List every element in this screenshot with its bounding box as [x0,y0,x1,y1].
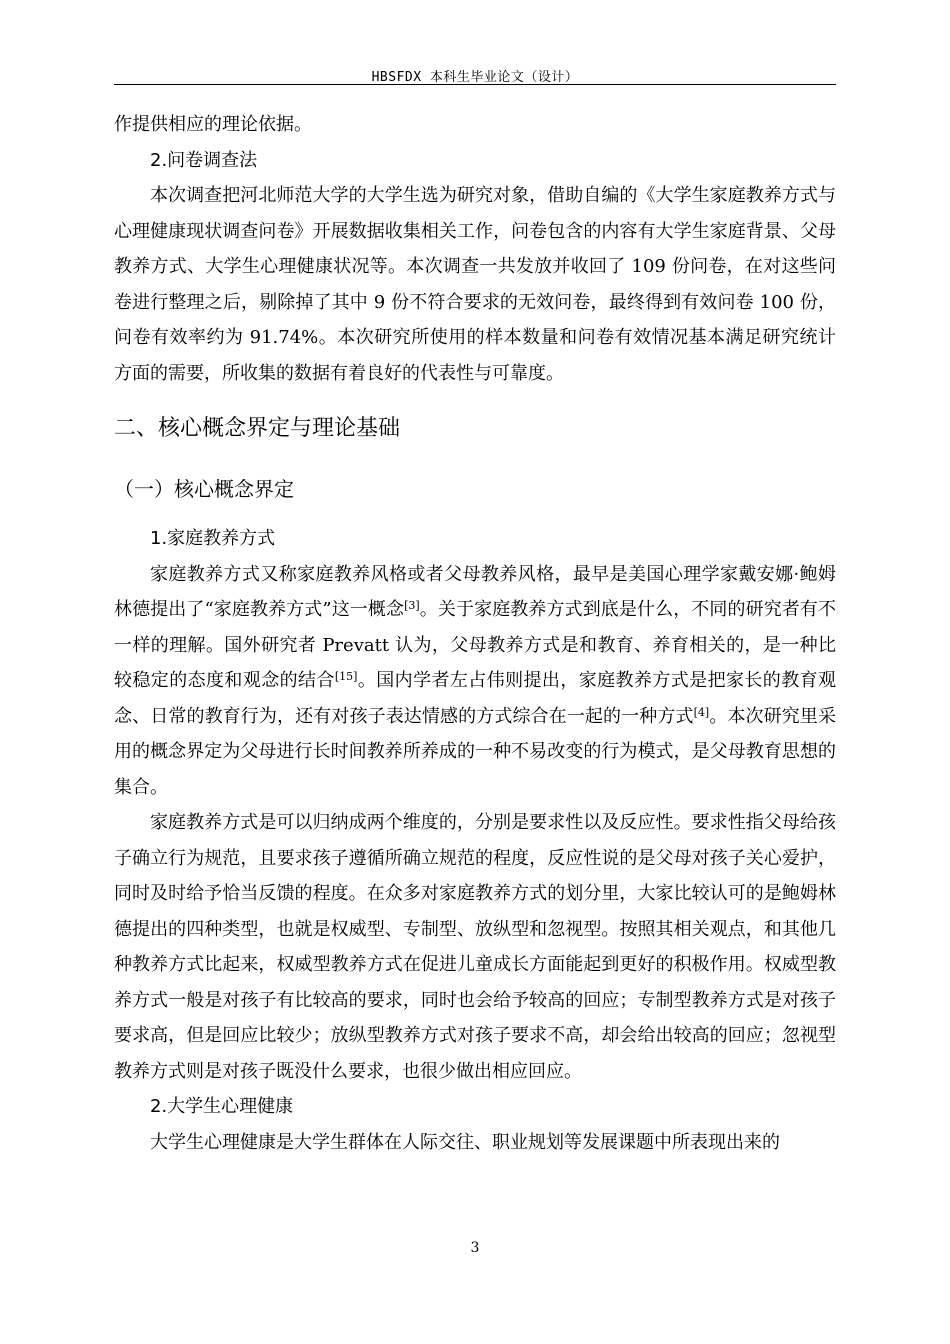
paragraph-mental-health: 大学生心理健康是大学生群体在人际交往、职业规划等发展课题中所表现出来的 [150,1131,780,1153]
paragraph-parenting-definition [114,557,836,806]
page-body [114,107,836,1160]
citation-ref: [4] [693,705,710,719]
paragraph-text: 。国内学者左占伟则提出，家庭教养方式是把家长的教育观念、日常的教育行为，还有对孩子表达情感的方式综合在一起的一种方式 [114,670,837,727]
header-rule [114,84,836,85]
paragraph-text: 。关于家庭教养方式到底是什么，不同的研究者有不一样的理解。国外研究者 Prevatt 认为，父母教养方式是和教育、养育相关的，是一种比较稳定的态度和观念的结合 [114,599,837,691]
subheading-family-parenting: 1.家庭教养方式 [150,528,276,549]
paragraph-questionnaire: 本次调查把河北师范大学的大学生选为研究对象，借助自编的《大学生家庭教养方式与心理健康现状调查问卷》开展数据收集相关工作，问卷包含的内容有大学生家庭背景、父母教养方式、大学生心理健康状况等。本次调查一共发放并收回了 109 份问卷，在对这些问卷进行整理之后，剔除掉了其中 9 份不符合要求的无效问卷，最终得到有效问卷 100 份，问卷有效率约为 91.74%。本次研究所使用的样本数量和问卷有效情况基本满足研究统计方面的需要，所收集的数据有着良好的代表性与可靠度。 [114,185,836,384]
paragraph-text: 家庭教养方式又称家庭教养风格或者父母教养风格，最早是美国心理学家戴安娜·鲍姆林德提出了“家庭教养方式”这一概念 [114,563,836,620]
page-number: 3 [470,1240,480,1256]
paragraph-continued: 作提供相应的理论依据。 [114,114,312,135]
running-header: HBSFDX 本科生毕业论文（设计） [371,70,579,85]
subheading-questionnaire-method: 2.问卷调查法 [150,149,258,171]
paragraph-text: 。本次研究里采用的概念界定为父母进行长时间教养所养成的一种不易改变的行为模式，是父母教育思想的集合。 [114,705,837,798]
subheading-mental-health: 2.大学生心理健康 [150,1096,294,1117]
paragraph-parenting-dimensions: 家庭教养方式是可以归纳成两个维度的，分别是要求性以及反应性。要求性指父母给孩子确立行为规范，且要求孩子遵循所确立规范的程度，反应性说的是父母对孩子关心爱护，同时及时给予恰当反馈的程度。在众多对家庭教养方式的划分里，大家比较认可的是鲍姆林德提出的四种类型，也就是权威型、专制型、放纵型和忽视型。按照其相关观点，和其他几种教养方式比起来，权威型教养方式在促进儿童成长方面能起到更好的积极作用。权威型教养方式一般是对孩子有比较高的要求，同时也会给予较高的回应；专制型教养方式是对孩子要求高，但是回应比较少；放纵型教养方式对孩子要求不高，却会给出较高的回应；忽视型教养方式则是对孩子既没什么要求，也很少做出相应回应。 [114,812,836,1082]
citation-ref: [3] [404,599,420,612]
subsection-heading: （一）核心概念界定 [114,477,294,501]
citation-ref: [15] [334,670,358,683]
section-heading: 二、核心概念界定与理论基础 [114,416,401,441]
